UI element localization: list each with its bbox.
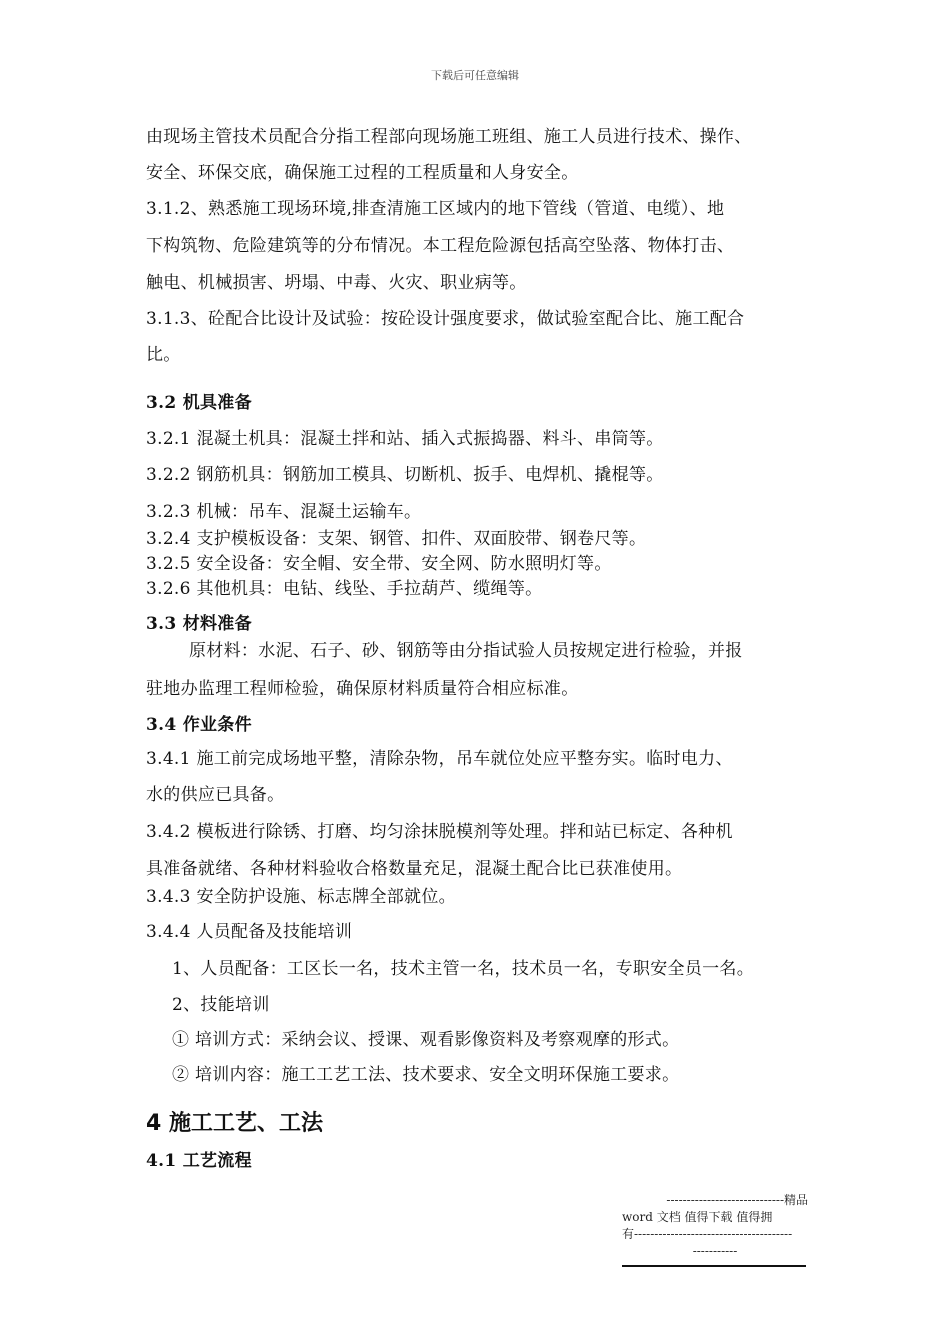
paragraph-line: 具准备就绪、各种材料验收合格数量充足，混凝土配合比已获准使用。 [146,859,683,879]
footer-line: -----------------------------精品 [666,1193,808,1207]
paragraph-line: 3.1.2、熟悉施工现场环境,排查清施工区域内的地下管线（管道、电缆）、地 [146,199,725,219]
paragraph-line: 驻地办监理工程师检验，确保原材料质量符合相应标准。 [146,679,579,699]
paragraph-line: 3.4.2 模板进行除锈、打磨、均匀涂抹脱模剂等处理。拌和站已标定、各种机 [146,822,733,842]
paragraph-line: 安全、环保交底，确保施工过程的工程质量和人身安全。 [146,163,579,183]
paragraph-line: 3.4.1 施工前完成场地平整，清除杂物，吊车就位处应平整夯实。临时电力、 [146,749,733,769]
footer-rule [622,1265,806,1267]
footer-line: word 文档 值得下载 值得拥 [622,1210,773,1224]
list-item: 3.2.4 支护模板设备：支架、钢管、扣件、双面胶带、钢卷尺等。 [146,529,647,549]
list-item: 1、人员配备：工区长一名，技术主管一名，技术员一名，专职安全员一名。 [172,959,755,979]
list-item: 2、技能培训 [172,995,270,1015]
page-header: 下载后可任意编辑 [431,69,519,82]
paragraph-line: 3.4.3 安全防护设施、标志牌全部就位。 [146,887,456,907]
paragraph-line: 3.4.4 人员配备及技能培训 [146,922,353,942]
list-item: 3.2.3 机械：吊车、混凝土运输车。 [146,502,422,522]
list-item: 3.2.6 其他机具：电钻、线坠、手拉葫芦、缆绳等。 [146,579,543,599]
section-heading-3-4: 3.4 作业条件 [146,715,252,735]
section-heading-4-1: 4.1 工艺流程 [146,1151,252,1171]
paragraph-line: 下构筑物、危险建筑等的分布情况。本工程危险源包括高空坠落、物体打击、 [146,236,735,256]
paragraph-line: 触电、机械损害、坍塌、中毒、火灾、职业病等。 [146,273,527,293]
footer-line: ----------- [692,1244,738,1258]
paragraph-line: 水的供应已具备。 [146,785,285,805]
footer-line: 有--------------------------------------- [622,1227,793,1241]
chapter-heading: 4 施工工艺、工法 [146,1111,323,1136]
list-item: 3.2.1 混凝土机具：混凝土拌和站、插入式振捣器、料斗、串筒等。 [146,429,664,449]
section-heading-3-2: 3.2 机具准备 [146,393,252,413]
list-item: ① 培训方式：采纳会议、授课、观看影像资料及考察观摩的形式。 [172,1030,680,1050]
paragraph-line: 比。 [146,345,181,365]
paragraph-line: 3.1.3、砼配合比设计及试验：按砼设计强度要求，做试验室配合比、施工配合 [146,309,745,329]
list-item: ② 培训内容：施工工艺工法、技术要求、安全文明环保施工要求。 [172,1065,680,1085]
list-item: 3.2.5 安全设备：安全帽、安全带、安全网、防水照明灯等。 [146,554,612,574]
paragraph-line: 原材料：水泥、石子、砂、钢筋等由分指试验人员按规定进行检验，并报 [189,641,743,661]
page-footer [622,1192,808,1267]
paragraph-line: 由现场主管技术员配合分指工程部向现场施工班组、施工人员进行技术、操作、 [146,127,752,147]
list-item: 3.2.2 钢筋机具：钢筋加工模具、切断机、扳手、电焊机、撬棍等。 [146,465,664,485]
section-heading-3-3: 3.3 材料准备 [146,614,252,634]
